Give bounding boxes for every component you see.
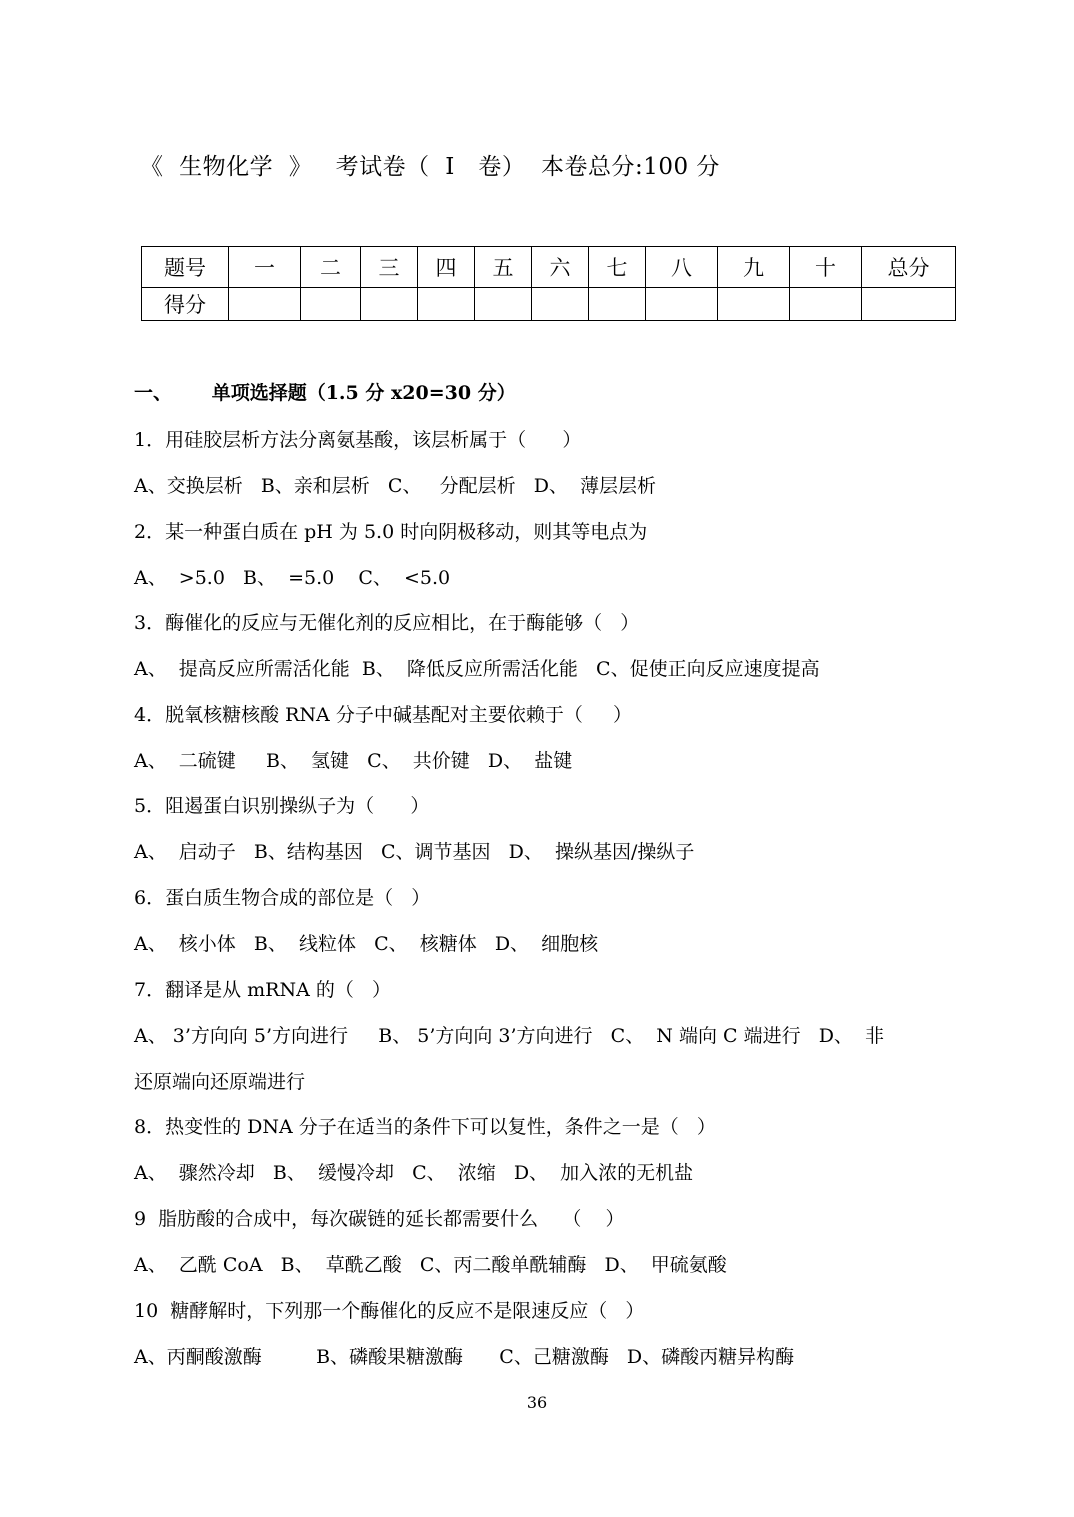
question-line: 6．蛋白质生物合成的部位是（ ） bbox=[134, 887, 431, 909]
question-line: A、 >5.0 B、 =5.0 C、 <5.0 bbox=[134, 567, 451, 589]
score-cell[interactable] bbox=[532, 288, 589, 321]
score-row-label: 得分 bbox=[142, 288, 229, 321]
score-cell[interactable] bbox=[475, 288, 532, 321]
score-table-header-row bbox=[142, 247, 956, 288]
question-line: 9 脂肪酸的合成中，每次碳链的延长都需要什么 （ ） bbox=[134, 1208, 625, 1230]
score-table-header-cell: 六 bbox=[532, 247, 589, 288]
section-heading: 一、 单项选择题（1.5 分 x20=30 分） bbox=[134, 382, 516, 404]
question-line: 3．酶催化的反应与无催化剂的反应相比，在于酶能够（ ） bbox=[134, 612, 640, 634]
score-cell[interactable] bbox=[718, 288, 790, 321]
score-table-header-cell: 五 bbox=[475, 247, 532, 288]
question-line: 还原端向还原端进行 bbox=[134, 1071, 306, 1093]
score-table-score-row bbox=[142, 288, 956, 321]
question-line: A、 乙酰 CoA B、 草酰乙酸 C、丙二酸单酰辅酶 D、 甲硫氨酸 bbox=[134, 1254, 727, 1276]
score-table-header-cell: 十 bbox=[790, 247, 862, 288]
question-line: 5．阻遏蛋白识别操纵子为（ ） bbox=[134, 795, 430, 817]
question-line: 7．翻译是从 mRNA 的（ ） bbox=[134, 979, 391, 1001]
score-table-header-cell: 七 bbox=[589, 247, 646, 288]
score-cell[interactable] bbox=[862, 288, 956, 321]
score-cell[interactable] bbox=[361, 288, 418, 321]
score-table-header-cell: 题号 bbox=[142, 247, 229, 288]
score-table-header-cell: 八 bbox=[646, 247, 718, 288]
score-cell[interactable] bbox=[301, 288, 361, 321]
score-table-header-cell: 一 bbox=[229, 247, 301, 288]
score-cell[interactable] bbox=[418, 288, 475, 321]
question-line: 8．热变性的 DNA 分子在适当的条件下可以复性，条件之一是（ ） bbox=[134, 1116, 716, 1138]
score-table-header-cell: 总分 bbox=[862, 247, 956, 288]
score-table bbox=[141, 246, 956, 321]
exam-title: 《 生物化学 》 考试卷（ Ⅰ 卷） 本卷总分:100 分 bbox=[140, 154, 720, 180]
question-line: A、 提高反应所需活化能 B、 降低反应所需活化能 C、促使正向反应速度提高 bbox=[134, 658, 820, 680]
question-line: 2．某一种蛋白质在 pH 为 5.0 时向阴极移动，则其等电点为 bbox=[134, 521, 648, 543]
question-line: A、 二硫键 B、 氢键 C、 共价键 D、 盐键 bbox=[134, 750, 573, 772]
score-cell[interactable] bbox=[646, 288, 718, 321]
score-table-header-cell: 三 bbox=[361, 247, 418, 288]
question-line: A、 核小体 B、 线粒体 C、 核糖体 D、 细胞核 bbox=[134, 933, 599, 955]
question-line: A、 3’方向向 5’方向进行 B、 5’方向向 3’方向进行 C、 N 端向 C 端进行 D、 非 bbox=[134, 1025, 885, 1047]
score-table-header-cell: 九 bbox=[718, 247, 790, 288]
question-line: 4．脱氧核糖核酸 RNA 分子中碱基配对主要依赖于（ ） bbox=[134, 704, 633, 726]
question-line: 1．用硅胶层析方法分离氨基酸，该层析属于（ ） bbox=[134, 429, 582, 451]
score-table-header-cell: 四 bbox=[418, 247, 475, 288]
question-line: A、 启动子 B、结构基因 C、调节基因 D、 操纵基因/操纵子 bbox=[134, 841, 695, 863]
score-cell[interactable] bbox=[589, 288, 646, 321]
score-cell[interactable] bbox=[790, 288, 862, 321]
question-line: 10 糖酵解时，下列那一个酶催化的反应不是限速反应（ ） bbox=[134, 1300, 645, 1322]
page-number: 36 bbox=[526, 1393, 548, 1412]
score-table-header-cell: 二 bbox=[301, 247, 361, 288]
question-line: A、丙酮酸激酶 B、磷酸果糖激酶 C、己糖激酶 D、磷酸丙糖异构酶 bbox=[134, 1346, 795, 1368]
question-line: A、 骤然冷却 B、 缓慢冷却 C、 浓缩 D、 加入浓的无机盐 bbox=[134, 1162, 694, 1184]
question-line: A、交换层析 B、亲和层析 C、 分配层析 D、 薄层层析 bbox=[134, 475, 657, 497]
score-cell[interactable] bbox=[229, 288, 301, 321]
